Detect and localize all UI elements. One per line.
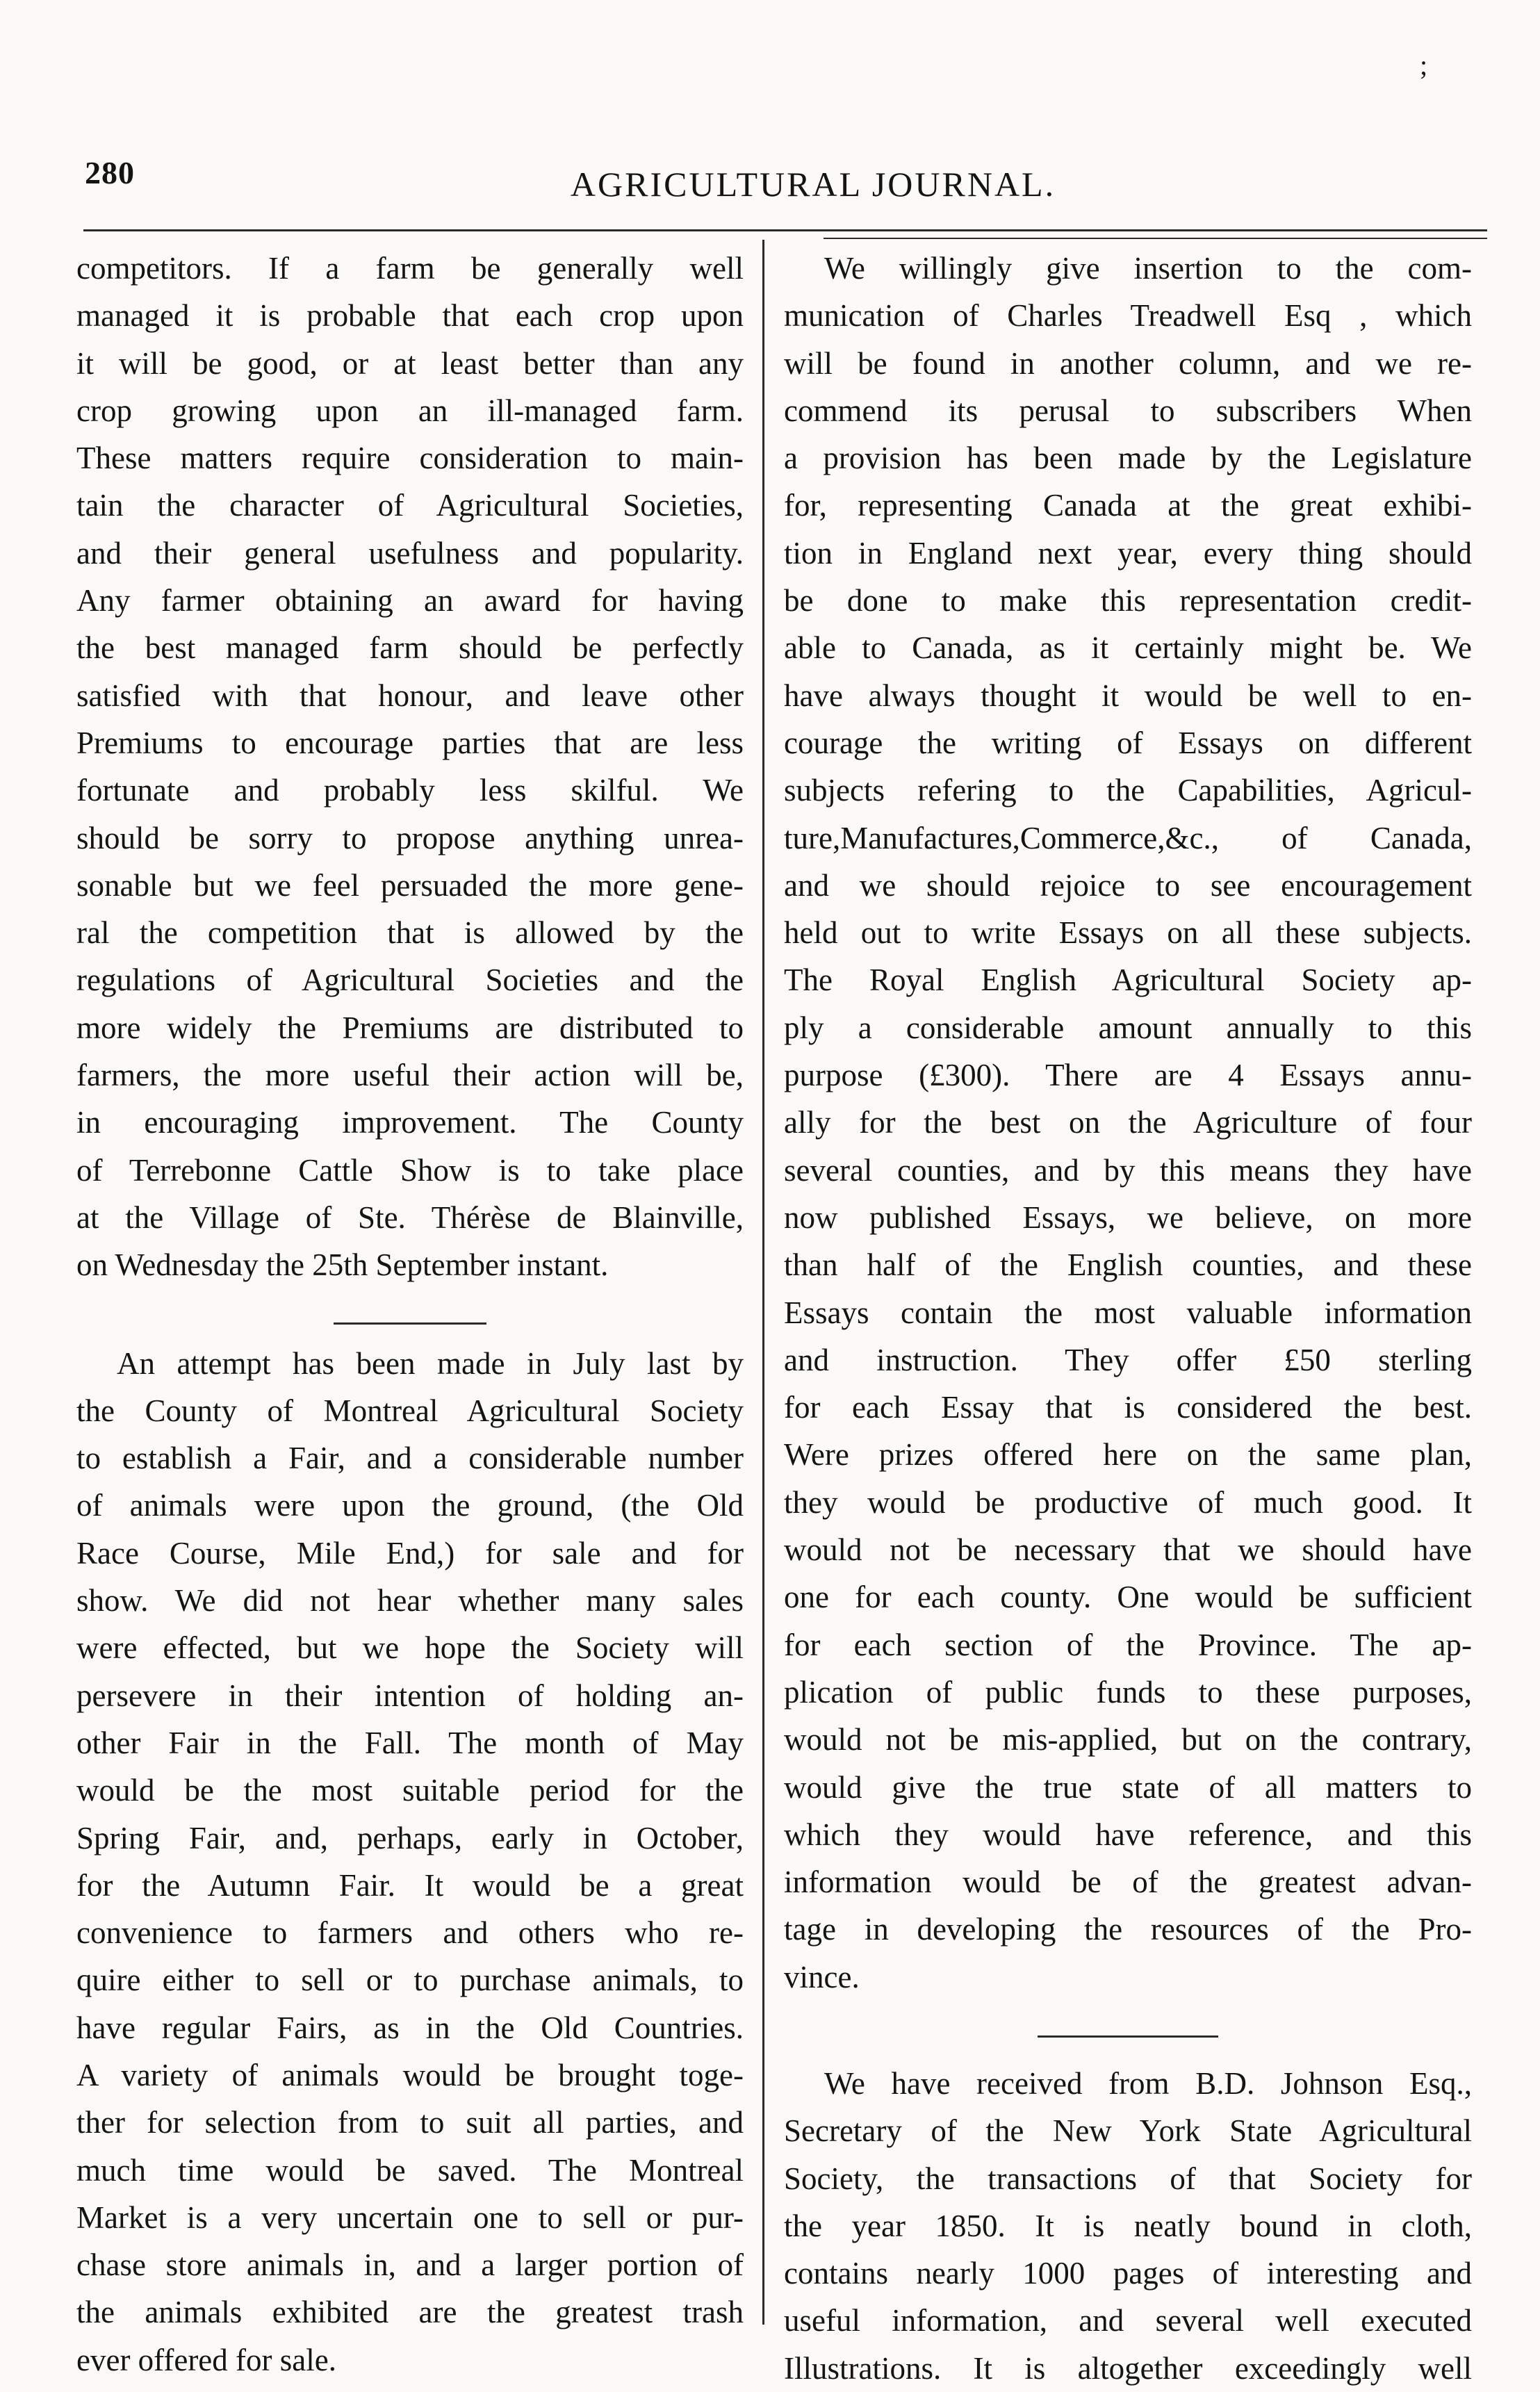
left-column <box>76 245 744 2384</box>
text-line: The Royal English Agricultural Society ap- <box>784 962 1472 998</box>
text-line: competitors. If a farm be generally well <box>76 251 744 286</box>
text-line: of animals were upon the ground, (the Old <box>76 1488 744 1523</box>
header-rule <box>83 229 1487 231</box>
text-line: farmers, the more useful their action will be, <box>76 1058 744 1093</box>
text-line: These matters require consideration to main- <box>76 441 744 476</box>
text-line: on Wednesday the 25th September instant. <box>76 1247 609 1283</box>
text-line: to establish a Fair, and a considerable number <box>76 1441 744 1476</box>
text-line: one for each county. One would be sufficient <box>784 1580 1472 1615</box>
text-line: We willingly give insertion to the com- <box>824 251 1472 286</box>
text-line: have regular Fairs, as in the Old Countries. <box>76 2010 744 2045</box>
text-line: of Terrebonne Cattle Show is to take place <box>76 1152 744 1188</box>
text-line: Society, the transactions of that Society for <box>784 2161 1472 2196</box>
text-line: ply a considerable amount annually to this <box>784 1010 1472 1045</box>
text-line: tion in England next year, every thing should <box>784 535 1472 571</box>
text-line: An attempt has been made in July last by <box>117 1345 744 1381</box>
text-line: several counties, and by this means they have <box>784 1152 1472 1188</box>
article-farm-competitors <box>76 245 744 1289</box>
corner-mark: ; <box>1420 49 1428 81</box>
text-line: information would be of the greatest advan- <box>784 1865 1472 1900</box>
text-line: A variety of animals would be brought toge- <box>76 2057 744 2092</box>
text-line: Premiums to encourage parties that are less <box>76 725 744 760</box>
text-line: courage the writing of Essays on different <box>784 725 1472 760</box>
text-line: the year 1850. It is neatly bound in cloth, <box>784 2208 1472 2243</box>
text-line: tain the character of Agricultural Societies, <box>76 488 744 523</box>
text-line: which they would have reference, and this <box>784 1817 1472 1852</box>
text-line: vince. <box>784 1959 860 1994</box>
text-line: persevere in their intention of holding an- <box>76 1678 744 1713</box>
text-line: be done to make this representation credit- <box>784 583 1472 619</box>
text-line: and their general usefulness and popularity. <box>76 535 744 571</box>
text-line: ture,Manufactures,Commerce,&c., of Canada, <box>784 820 1472 855</box>
text-line: than half of the English counties, and these <box>784 1247 1472 1283</box>
section-divider <box>1038 2035 1218 2038</box>
text-line: will be found in another column, and we re- <box>784 345 1472 381</box>
text-line: now published Essays, we believe, on more <box>784 1199 1472 1235</box>
text-line: regulations of Agricultural Societies and the <box>76 962 744 998</box>
text-line: plication of public funds to these purposes, <box>784 1674 1472 1710</box>
text-line: the County of Montreal Agricultural Society <box>76 1393 744 1428</box>
text-line: would give the true state of all matters to <box>784 1769 1472 1805</box>
text-line: contains nearly 1000 pages of interesting and <box>784 2256 1472 2291</box>
text-line: for the Autumn Fair. It would be a great <box>76 1867 744 1903</box>
text-line: other Fair in the Fall. The month of May <box>76 1725 744 1760</box>
text-line: should be sorry to propose anything unrea- <box>76 820 744 855</box>
running-title: AGRICULTURAL JOURNAL. <box>570 165 1056 204</box>
text-line: Spring Fair, and, perhaps, early in October, <box>76 1820 744 1856</box>
text-line: ral the competition that is allowed by the <box>76 915 744 951</box>
article-new-york-transactions <box>784 2060 1472 2392</box>
text-line: for, representing Canada at the great exhibi- <box>784 488 1472 523</box>
text-line: fortunate and probably less skilful. We <box>76 773 744 808</box>
text-line: Illustrations. It is altogether exceedingly well <box>784 2350 1472 2386</box>
text-line: would not be necessary that we should have <box>784 1532 1472 1568</box>
text-line: ther for selection from to suit all parties, and <box>76 2105 744 2140</box>
text-line: would not be mis-applied, but on the contrary, <box>784 1722 1472 1758</box>
text-line: the best managed farm should be perfectly <box>76 630 744 666</box>
text-line: managed it is probable that each crop upon <box>76 298 744 334</box>
text-line: tage in developing the resources of the Pro- <box>784 1912 1472 1947</box>
text-line: Essays contain the most valuable information <box>784 1295 1472 1330</box>
text-line: a provision has been made by the Legislature <box>784 441 1472 476</box>
text-line: Any farmer obtaining an award for having <box>76 583 744 619</box>
text-line: for each section of the Province. The ap- <box>784 1627 1472 1662</box>
text-line: sonable but we feel persuaded the more gene- <box>76 867 744 903</box>
text-line: show. We did not hear whether many sales <box>76 1583 744 1619</box>
text-line: Market is a very uncertain one to sell or pur- <box>76 2200 744 2235</box>
text-line: convenience to farmers and others who re- <box>76 1915 744 1951</box>
text-line: in encouraging improvement. The County <box>76 1105 744 1140</box>
page-number: 280 <box>85 155 135 190</box>
text-line: Race Course, Mile End,) for sale and for <box>76 1535 744 1571</box>
text-line: would be the most suitable period for the <box>76 1773 744 1808</box>
text-line: the animals exhibited are the greatest trash <box>76 2295 744 2330</box>
text-line: and instruction. They offer £50 sterling <box>784 1342 1472 1377</box>
text-line: more widely the Premiums are distributed to <box>76 1010 744 1045</box>
text-line: at the Village of Ste. Thérèse de Blainville, <box>76 1199 744 1235</box>
text-line: much time would be saved. The Montreal <box>76 2152 744 2188</box>
text-line: it will be good, or at least better than any <box>76 345 744 381</box>
text-line: they would be productive of much good. It <box>784 1484 1472 1520</box>
header-rule-secondary <box>824 238 1487 239</box>
column-divider <box>762 240 764 2325</box>
text-line: quire either to sell or to purchase animals, to <box>76 1963 744 1998</box>
article-montreal-fair <box>76 1340 744 2384</box>
text-line: We have received from B.D. Johnson Esq., <box>824 2065 1472 2101</box>
text-line: munication of Charles Treadwell Esq , which <box>784 298 1472 334</box>
text-line: commend its perusal to subscribers When <box>784 393 1472 428</box>
text-line: able to Canada, as it certainly might be. We <box>784 630 1472 666</box>
text-line: ally for the best on the Agriculture of four <box>784 1105 1472 1140</box>
section-divider <box>334 1322 486 1325</box>
text-line: subjects refering to the Capabilities, Agricul- <box>784 773 1472 808</box>
text-line: Secretary of the New York State Agricultural <box>784 2113 1472 2149</box>
text-line: held out to write Essays on all these subjects. <box>784 915 1472 951</box>
text-line: useful information, and several well executed <box>784 2303 1472 2338</box>
text-line: purpose (£300). There are 4 Essays annu- <box>784 1058 1472 1093</box>
text-line: chase store animals in, and a larger portion of <box>76 2247 744 2283</box>
article-treadwell-essays <box>784 245 1472 2001</box>
text-line: Were prizes offered here on the same plan, <box>784 1437 1472 1473</box>
text-line: satisfied with that honour, and leave other <box>76 678 744 713</box>
text-line: crop growing upon an ill-managed farm. <box>76 393 744 428</box>
text-line: for each Essay that is considered the best. <box>784 1390 1472 1425</box>
text-line: were effected, but we hope the Society will <box>76 1630 744 1666</box>
text-line: have always thought it would be well to en- <box>784 678 1472 713</box>
text-line: and we should rejoice to see encouragement <box>784 867 1472 903</box>
text-line: ever offered for sale. <box>76 2342 336 2377</box>
right-column <box>784 245 1472 2392</box>
